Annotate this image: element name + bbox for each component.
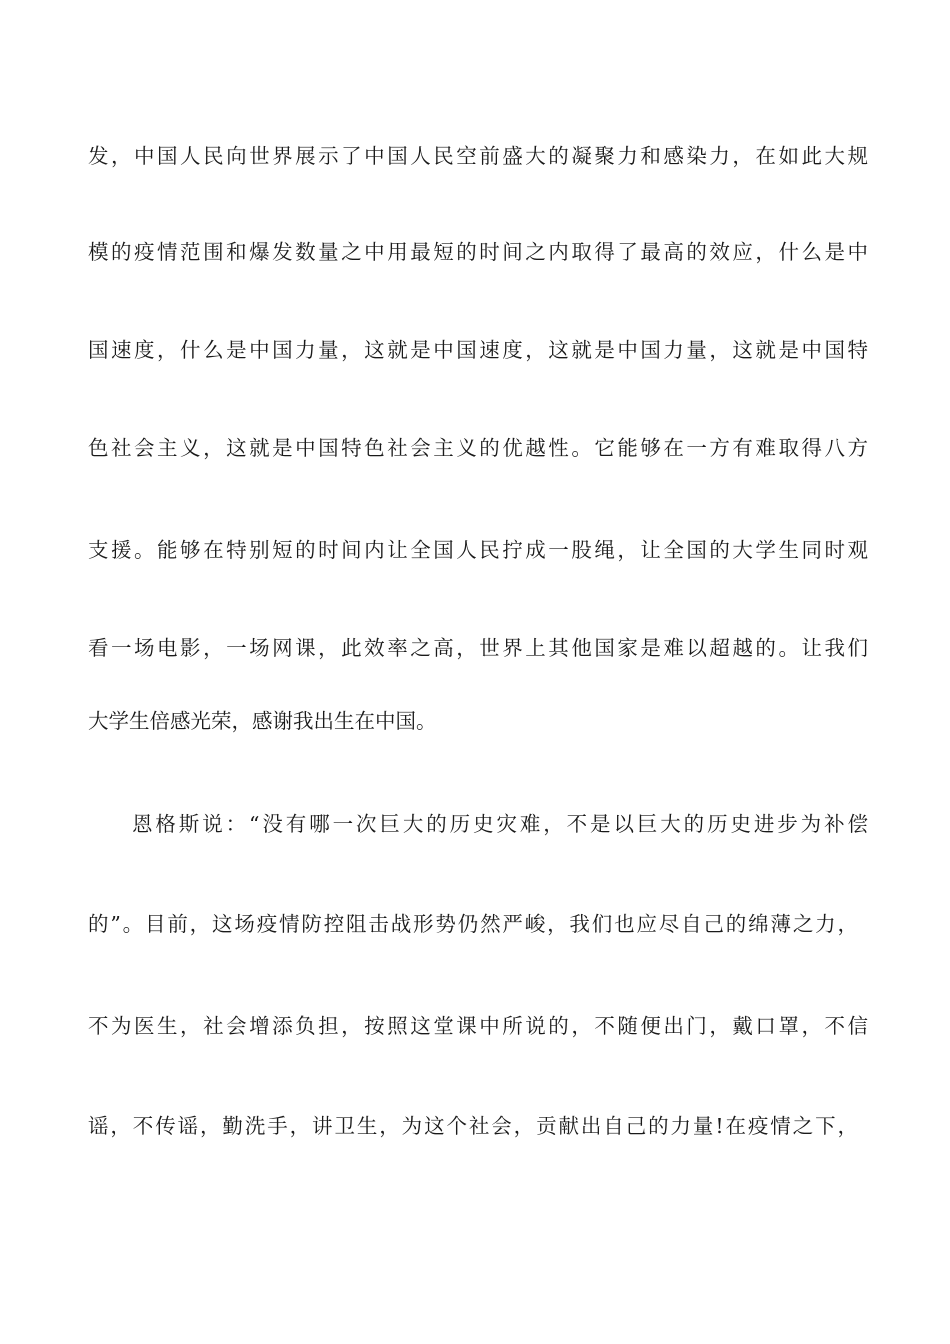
text-line-4: 色社会主义，这就是中国特色社会主义的优越性。它能够在一方有难取得八方 — [88, 436, 868, 460]
text-line-7: 大学生倍感光荣，感谢我出生在中国。 — [88, 709, 437, 733]
text-line-10: 不为医生，社会增添负担，按照这堂课中所说的，不随便出门，戴口罩，不信 — [88, 1014, 868, 1038]
text-line-3: 国速度，什么是中国力量，这就是中国速度，这就是中国力量，这就是中国特 — [88, 338, 868, 362]
text-line-6: 看一场电影，一场网课，此效率之高，世界上其他国家是难以超越的。让我们 — [88, 636, 868, 660]
text-line-11: 谣，不传谣，勤洗手，讲卫生，为这个社会，贡献出自己的力量!在疫情之下， — [88, 1114, 858, 1138]
text-line-9: 的”。目前，这场疫情防控阻击战形势仍然严峻，我们也应尽自己的绵薄之力， — [88, 912, 858, 936]
text-line-8: 恩格斯说：“没有哪一次巨大的历史灾难，不是以巨大的历史进步为补偿 — [132, 812, 868, 836]
text-line-2: 模的疫情范围和爆发数量之中用最短的时间之内取得了最高的效应，什么是中 — [88, 240, 868, 264]
text-line-1: 发，中国人民向世界展示了中国人民空前盛大的凝聚力和感染力，在如此大规 — [88, 144, 868, 168]
text-line-5: 支援。能够在特别短的时间内让全国人民拧成一股绳，让全国的大学生同时观 — [88, 538, 868, 562]
